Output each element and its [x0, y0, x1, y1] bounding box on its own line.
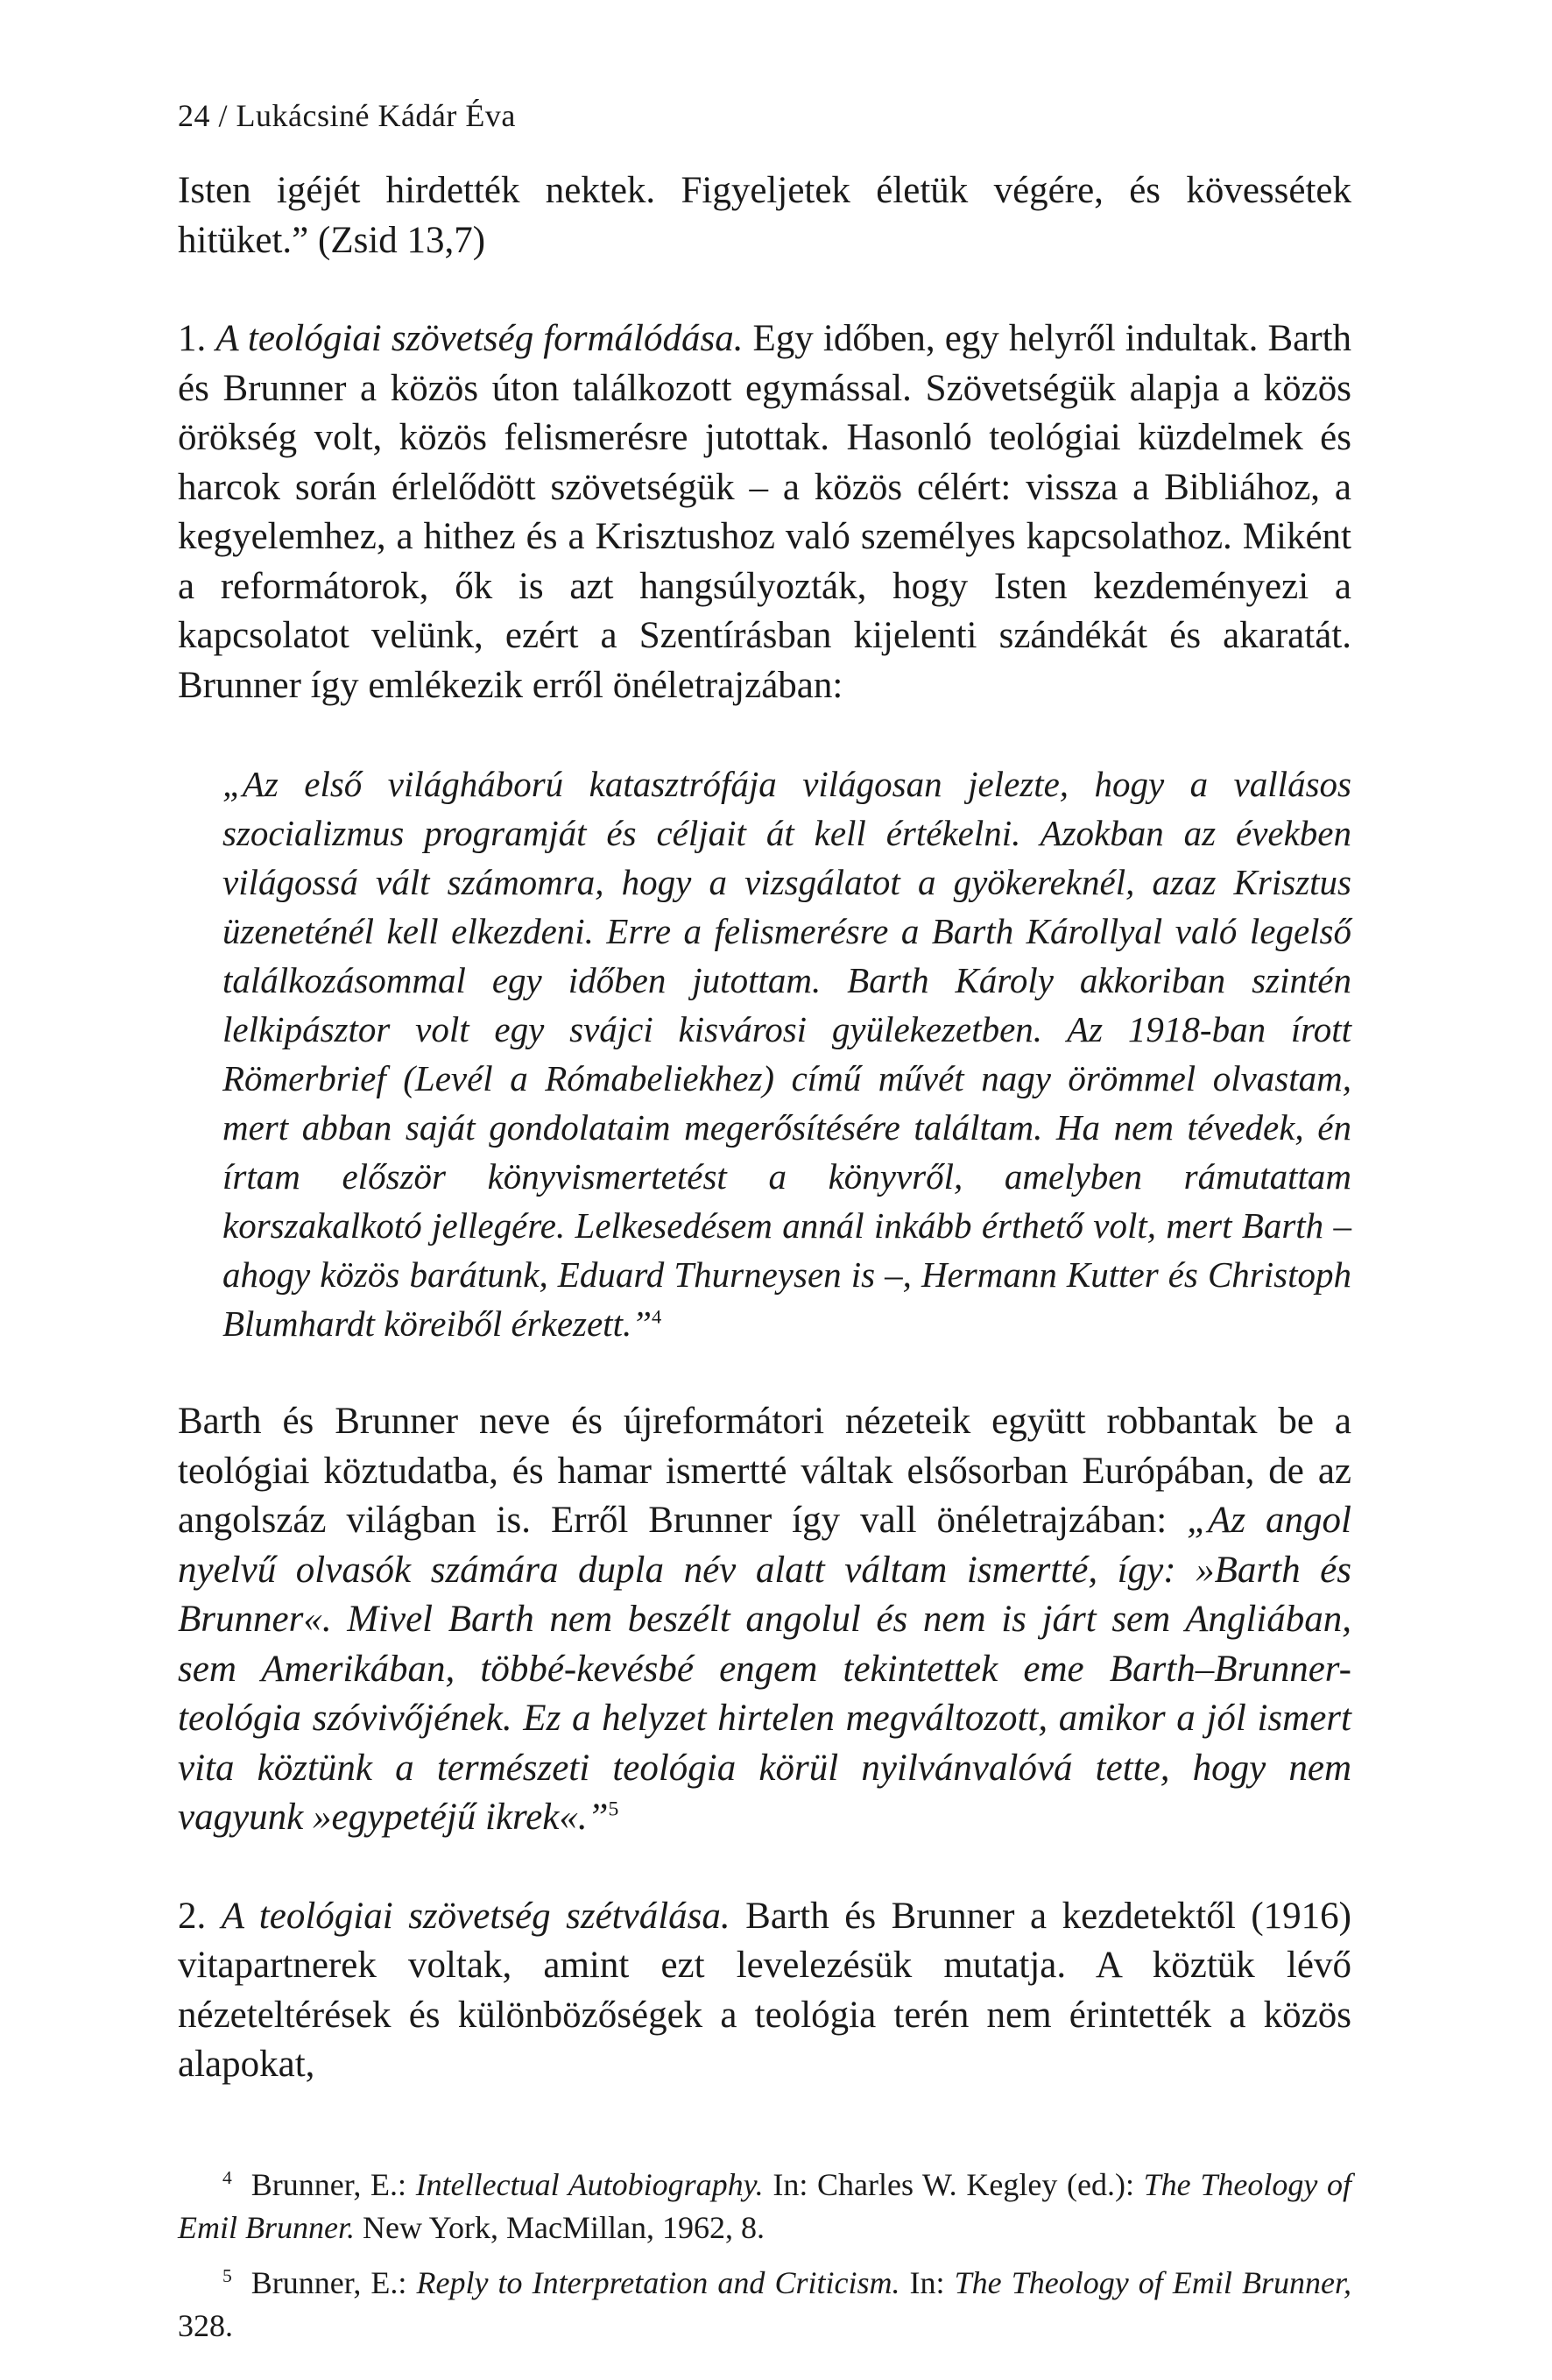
section-1-title: A teológiai szövetség formálódása.	[215, 318, 744, 359]
paragraph-2-quote: „Az angol nyelvű olvasók számára dupla név alatt váltam ismertté, így: »Barth és Brunner«. Mivel Barth nem beszélt angolul és nem is járt sem Angliában, sem Amerikában, többé-kevésbé engem tekintettek eme Barth–Brunner-teológia szóvivőjének. Ez a helyzet hirtelen megváltozott, amikor a jól ismert vita köztünk a természeti teológia körül nyilvánvalóvá tette, hogy nem vagyunk »egypetéjű ikrek«.”	[178, 1500, 1351, 1838]
footnote-mid: In: Charles W. Kegley (ed.):	[763, 2166, 1144, 2202]
footnotes	[178, 2164, 1351, 2348]
footnote-author: Brunner, E.:	[250, 2166, 416, 2202]
section-2-text: Barth és Brunner a kezdetektől (1916) vitapartnerek voltak, amint ezt levelezésük mutatja. A köztük lévő nézeteltérések és különbözőségek a teológia terén nem érintették a közös alapokat,	[178, 1895, 1351, 2085]
footnote-ref-5[interactable]: 5	[608, 1797, 619, 1821]
footnote-ref-4[interactable]: 4	[652, 1305, 662, 1328]
footnote-title: Intellectual Autobiography.	[415, 2166, 764, 2202]
footnote-end: 328.	[178, 2307, 233, 2343]
section-2-number: 2.	[178, 1895, 222, 1937]
footnote-4	[178, 2164, 1351, 2249]
section-1-text: Egy időben, egy helyről indultak. Barth és Brunner a közös úton találkozott egymással. Szövetségük alapja a közös örökség volt, közös felismerésre jutottak. Hasonló teológiai küzdelmek és harcok során érlelődött szövetségük – a közös célért: vissza a Bibliához, a kegyelemhez, a hithez és a Krisztushoz való személyes kapcsolathoz. Miként a reformátorok, ők is azt hangsúlyozták, hogy Isten kezdeményezi a kapcsolatot velünk, ezért a Szentírásban kijelenti szándékát és akaratát. Brunner így emlékezik erről önéletrajzában:	[178, 318, 1352, 706]
footnote-number: 5	[222, 2264, 232, 2286]
intro-paragraph: Isten igéjét hirdették nektek. Figyeljetek életük végére, és kövessétek hitüket.” (Zsid 13,7)	[178, 170, 1351, 261]
footnote-book: The Theology of Emil Brunner.	[178, 2166, 1352, 2245]
section-1-paragraph	[178, 314, 1351, 710]
section-1-number: 1.	[178, 318, 216, 359]
footnote-title: Reply to Interpretation and Criticism.	[416, 2264, 900, 2300]
paragraph-2	[178, 1397, 1351, 1843]
block-quote	[222, 759, 1351, 1348]
section-2-title: A teológiai szövetség szétválása.	[221, 1895, 730, 1937]
footnote-author: Brunner, E.:	[250, 2264, 417, 2300]
running-head: 24 / Lukácsiné Kádár Éva	[178, 98, 516, 133]
footnote-5	[178, 2262, 1351, 2348]
footnote-end: New York, MacMillan, 1962, 8.	[355, 2209, 765, 2245]
block-quote-text: „Az első világháború katasztrófája világosan jelezte, hogy a vallásos szocializmus programját és céljait át kell értékelni. Azokban az években világossá vált számomra, hogy a vizsgálatot a gyökereknél, azaz Krisztus üzeneténél kell elkezdeni. Erre a felismerésre a Barth Károllyal való legelső találkozásommal egy időben jutottam. Barth Károly akkoriban szintén lelkipásztor volt egy svájci kisvárosi gyülekezetben. Az 1918-ban írott Römerbrief (Levél a Rómabeliekhez) című művét nagy örömmel olvastam, mert abban saját gondolataim megerősítésére találtam. Ha nem tévedek, én írtam először könyvismertetést a könyvről, amelyben rámutattam korszakalkotó jellegére. Lelkesedésem annál inkább érthető volt, mert Barth – ahogy közös barátunk, Eduard Thurneysen is –, Hermann Kutter és Christoph Blumhardt köreiből érkezett.”	[222, 764, 1351, 1344]
footnote-book: The Theology of Emil Brunner,	[954, 2264, 1351, 2300]
footnote-number: 4	[222, 2166, 232, 2188]
paragraph-2-text: Barth és Brunner neve és újreformátori nézeteik együtt robbantak be a teológiai köztudatba, és hamar ismertté váltak elsősorban Európában, de az angolszáz világban is. Erről Brunner így vall önéletrajzában:	[178, 1401, 1351, 1541]
footnote-mid: In:	[899, 2264, 955, 2300]
section-2-paragraph	[178, 1892, 1351, 2090]
book-page	[178, 95, 1351, 2360]
